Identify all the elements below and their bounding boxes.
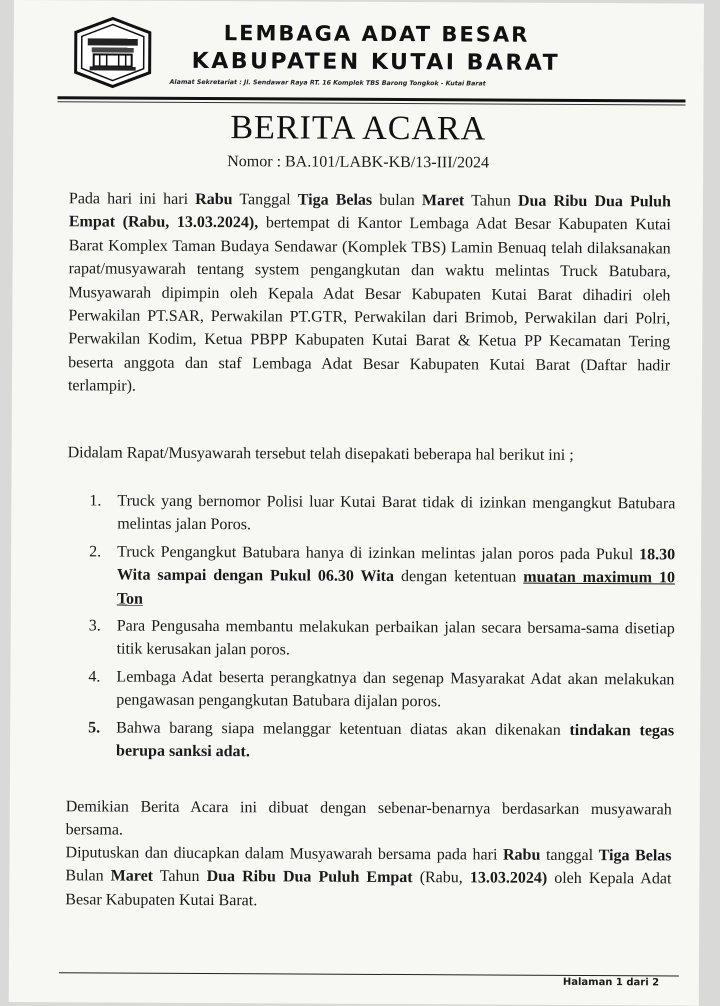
footer-rule	[59, 972, 679, 976]
lamin-house-seal-icon	[70, 16, 156, 88]
list-item: 2. Truck Pengangkut Batubara hanya di izinkan melintas jalan poros pada Pukul 18.30 Wita sampai dengan Pukul 06.30 Wita dengan ketentuan muatan maximum 10 Ton	[67, 540, 675, 613]
letterhead	[63, 10, 683, 103]
opening-paragraph: Pada hari ini hari Rabu Tanggal Tiga Belas bulan Maret Tahun Dua Ribu Dua Puluh Empat (Rabu, 13.03.2024), bertempat di Kantor Lembaga Adat Besar Kabupaten Kutai Barat Komplex Taman Budaya Sendawar (Komplek TBS) Lamin Benuaq telah dilaksanakan rapat/musyawarah tentang system pengangkutan dan waktu melintas Truck Batubara, Musyawarah dipimpin oleh Kepala Adat Besar Kabupaten Kutai Barat dihadiri oleh Perwakilan PT.SAR, Perwakilan PT.GTR, Perwakilan dari Brimob, Perwakilan dari Polri, Perwakilan Kodim, Ketua PBPP Kabupaten Kutai Barat & Ketua PP Kecamatan Tering beserta anggota dan staf Lembaga Adat Besar Kabupaten Kutai Barat (Daftar hadir terlampir).	[68, 187, 671, 401]
agreement-list	[66, 489, 675, 770]
document-page	[9, 0, 704, 1006]
list-item: 5. Bahwa barang siapa melanggar ketentuan diatas akan dikenakan tindakan tegas berupa sanksi adat.	[66, 716, 674, 766]
list-item: 1. Truck yang bernomor Polisi luar Kutai Barat tidak di izinkan mengangkut Batubara melintas jalan Poros.	[67, 489, 675, 539]
agreement-intro: Didalam Rapat/Musyawarah tersebut telah disepakati beberapa hal berikut ini ;	[68, 441, 670, 468]
org-name-line1: LEMBAGA ADAT BESAR	[224, 21, 530, 47]
org-name-line2: KABUPATEN KUTAI BARAT	[192, 49, 561, 76]
list-item: 3. Para Pengusaha membantu melakukan perbaikan jalan secara bersama-sama disetiap titik kerusakan jalan poros.	[67, 614, 675, 664]
decision-paragraph: Diputuskan dan diucapkan dalam Musyawarah bersama pada hari Rabu tanggal Tiga Belas Bulan Maret Tahun Dua Ribu Dua Puluh Empat (Rabu, 13.03.2024) oleh Kepala Adat Besar Kabupaten Kutai Barat.	[65, 841, 671, 914]
document-number: Nomor : BA.101/LABK-KB/13-III/2024	[13, 152, 703, 174]
list-item: 4. Lembaga Adat beserta perangkatnya dan segenap Masyarakat Adat akan melakukan pengawasan pengangkutan Batubara dijalan poros.	[66, 665, 674, 715]
document-title: BERITA ACARA	[13, 108, 703, 150]
org-address: Alamat Sekretariat : Jl. Sendawar Raya RT. 16 Komplek TBS Barong Tongkok - Kutai Barat	[170, 79, 486, 88]
page-number: Halaman 1 dari 2	[563, 977, 659, 989]
closing-paragraph: Demikian Berita Acara ini dibuat dengan sebenar-benarnya berdasarkan musyawarah bersama.	[66, 795, 672, 845]
